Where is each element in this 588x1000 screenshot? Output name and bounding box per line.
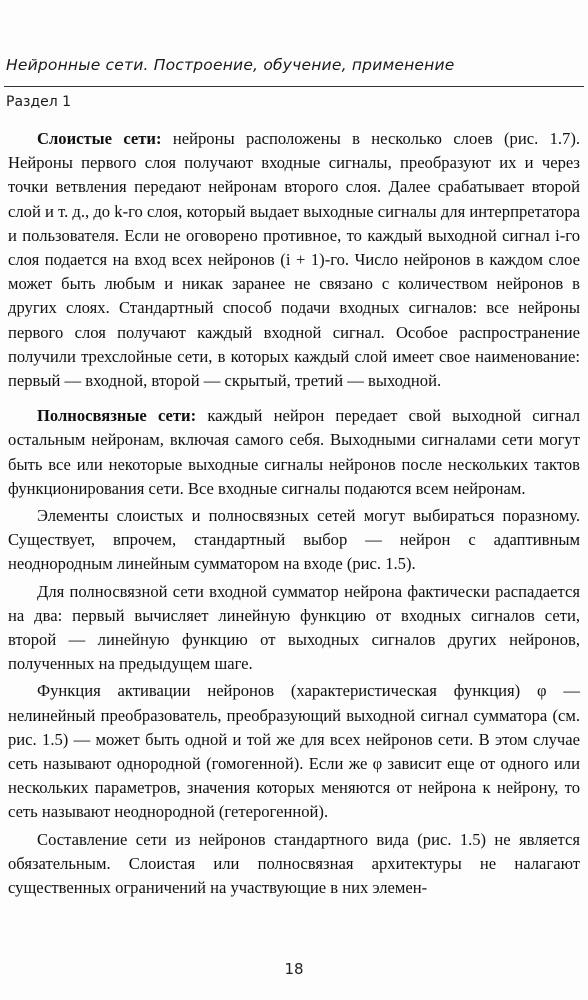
- paragraph-standard-neurons: [8, 828, 580, 901]
- page-number: 18: [284, 960, 304, 978]
- paragraph-elements: [8, 504, 580, 577]
- term-layered-networks: Слоистые сети:: [37, 129, 162, 148]
- paragraph-activation-function: [8, 679, 580, 824]
- paragraph-text: нейроны расположены в несколько слоев (рис. 1.7). Нейроны первого слоя получают входные сигналы, преобразуют их и через точки ветвления передают нейронам второго слоя. Далее срабатывает второй слой и т. д., до k-го слоя, который выдает выходные сигналы для интерпретатора и пользователя. Если не оговорено противное, то каждый выходной сигнал i-го слоя подается на вход всех нейронов (i + 1)-го. Число нейронов в каждом слое может быть любым и никак заранее не связано с количеством нейронов в других слоях. Стандартный способ подачи входных сигналов: все нейроны первого слоя получают каждый входной сигнал. Особое распространение получили трехслойные сети, в которых каждый слой имеет свое наименование: первый — входной, второй — скрытый, третий — выходной.: [8, 129, 580, 391]
- paragraph-text: Элементы слоистых и полносвязных сетей могут выбираться поразному. Существует, впрочем, стандартный выбор — нейрон с адаптивным неоднородным линейным сумматором на входе (рис. 1.5).: [8, 506, 580, 574]
- body-text: [8, 127, 580, 900]
- section-label: Раздел 1: [6, 94, 72, 110]
- paragraph-adder: [8, 580, 580, 677]
- paragraph-text: Составление сети из нейронов стандартного вида (рис. 1.5) не является обязательным. Слоистая или полносвязная архитектуры не налагают существенных ограничений на участвующие в них элемен-: [8, 829, 580, 898]
- term-fully-connected-networks: Полносвязные сети:: [37, 406, 197, 426]
- paragraph-text: каждый нейрон передает свой выходной сигнал остальным нейронам, включая самого себя. Выходными сигналами сети могут быть все или некоторые выходные сигналы нейронов после нескольких тактов функционирования сети. Все входные сигналы подаются всем нейронам.: [8, 406, 580, 498]
- header-rule: [4, 86, 584, 87]
- paragraph-fully-connected-networks: [8, 404, 580, 501]
- paragraph-text: Функция активации нейронов (характеристическая функция) φ — нелинейный преобразователь, преобразующий выходной сигнал сумматора (см. рис. 1.5) — может быть одной и той же для всех нейронов сети. В этом случае сеть называют однородной (гомогенной). Если же φ зависит еще от одного или нескольких параметров, значения которых меняются от нейрона к нейрону, то сеть называют неоднородной (гетерогенной).: [8, 681, 580, 822]
- paragraph-layered-networks: [8, 127, 580, 393]
- paragraph-text: Для полносвязной сети входной сумматор нейрона фактически распадается на два: первый вычисляет линейную функцию от входных сигналов сети, второй — линейную функцию от выходных сигналов других нейронов, полученных на предыдущем шаге.: [8, 581, 580, 674]
- running-title: Нейронные сети. Построение, обучение, применение: [6, 56, 455, 74]
